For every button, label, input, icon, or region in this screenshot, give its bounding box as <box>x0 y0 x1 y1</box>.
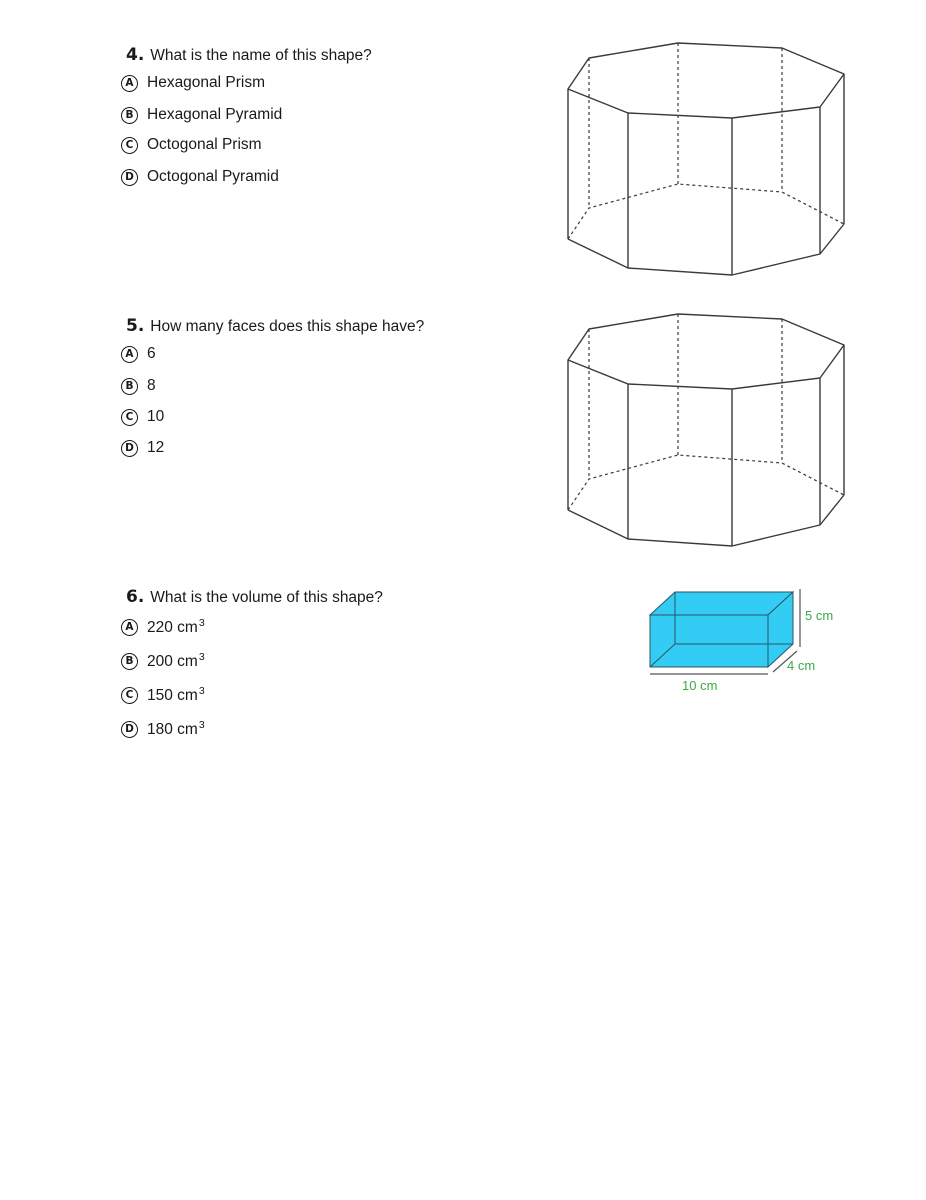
option-label: Hexagonal Prism <box>147 74 266 91</box>
answer-bubble-c[interactable]: C <box>121 687 138 704</box>
option-c[interactable] <box>121 134 262 156</box>
option-a[interactable] <box>121 72 265 94</box>
option-label: 220 $cm^3$ <box>147 617 205 636</box>
answer-bubble-c[interactable]: C <box>121 137 138 154</box>
option-d[interactable] <box>121 166 279 188</box>
option-label: Octogonal Prism <box>147 136 262 153</box>
option-b[interactable] <box>121 104 282 126</box>
option-label: 8 <box>147 377 156 394</box>
question-number: 6. <box>126 587 145 607</box>
question-5-header <box>126 316 424 336</box>
option-label: Hexagonal Pyramid <box>147 106 283 123</box>
question-text: What is the name of this shape? <box>150 47 372 64</box>
option-c[interactable] <box>121 406 164 428</box>
answer-bubble-a[interactable]: A <box>121 346 138 363</box>
answer-bubble-b[interactable]: B <box>121 378 138 395</box>
box-front-face <box>650 615 768 667</box>
option-label: 180 $cm^3$ <box>147 719 205 738</box>
question-text: What is the volume of this shape? <box>150 589 383 606</box>
answer-bubble-b[interactable]: B <box>121 107 138 124</box>
answer-bubble-b[interactable]: B <box>121 653 138 670</box>
question-text: How many faces does this shape have? <box>150 318 425 335</box>
option-label: 200 $cm^3$ <box>147 651 205 670</box>
answer-bubble-d[interactable]: D <box>121 440 138 457</box>
rectangular-prism-figure-q6 <box>645 585 855 700</box>
option-c[interactable] <box>121 684 205 706</box>
option-b[interactable] <box>121 650 205 672</box>
answer-bubble-a[interactable]: A <box>121 75 138 92</box>
height-label: 5 cm <box>805 608 834 623</box>
depth-label: 4 cm <box>787 658 816 673</box>
octagonal-prism-figure-q4 <box>560 36 850 280</box>
octagonal-prism-figure-q5 <box>560 307 850 551</box>
option-label: 150 $cm^3$ <box>147 685 205 704</box>
option-b[interactable] <box>121 375 156 397</box>
option-d[interactable] <box>121 437 164 459</box>
answer-bubble-d[interactable]: D <box>121 721 138 738</box>
option-d[interactable] <box>121 718 205 740</box>
option-label: 6 <box>147 345 156 362</box>
question-6-header <box>126 587 383 607</box>
question-number: 4. <box>126 45 145 65</box>
question-number: 5. <box>126 316 145 336</box>
length-label: 10 cm <box>682 678 718 693</box>
option-label: 10 <box>147 408 165 425</box>
option-a[interactable] <box>121 343 156 365</box>
option-label: 12 <box>147 439 165 456</box>
answer-bubble-a[interactable]: A <box>121 619 138 636</box>
option-label: Octogonal Pyramid <box>147 168 279 185</box>
option-a[interactable] <box>121 616 205 638</box>
answer-bubble-d[interactable]: D <box>121 169 138 186</box>
question-4-header <box>126 45 372 65</box>
answer-bubble-c[interactable]: C <box>121 409 138 426</box>
